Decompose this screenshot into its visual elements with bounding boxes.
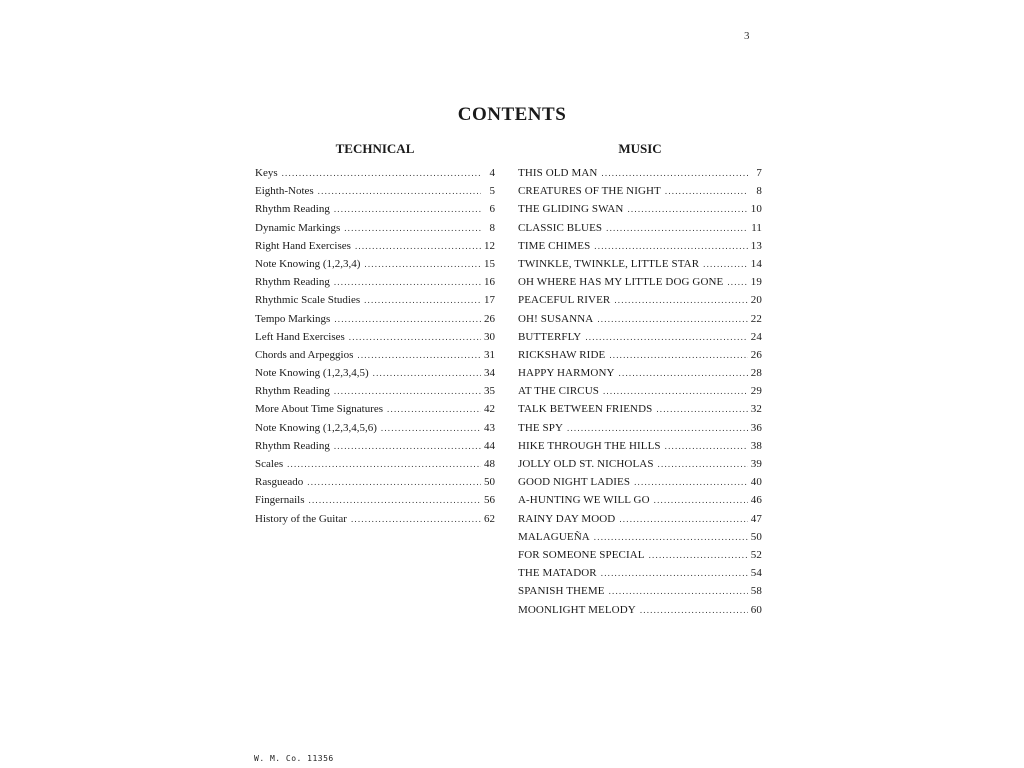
toc-entry-page: 30: [484, 330, 495, 343]
toc-entry-page: 26: [484, 312, 495, 325]
toc-entry-page: 60: [750, 603, 762, 616]
toc-entry-title: Rhythm Reading: [255, 203, 330, 216]
toc-entry-title: OH WHERE HAS MY LITTLE DOG GONE: [518, 276, 724, 289]
music-heading: MUSIC: [618, 141, 662, 156]
toc-entry: [518, 328, 762, 346]
toc-entry-page: 8: [489, 221, 495, 234]
toc-entry: [518, 546, 762, 564]
toc-entry: [255, 437, 495, 455]
dot-leader: [357, 346, 481, 364]
toc-entry: [255, 164, 495, 182]
dot-leader: [594, 237, 748, 255]
toc-entry-page: 17: [484, 294, 495, 307]
toc-entry: [518, 164, 762, 182]
toc-entry-title: Tempo Markings: [255, 312, 331, 325]
dot-leader: [594, 528, 748, 546]
toc-entry: [518, 419, 762, 437]
dot-leader: [387, 400, 481, 418]
toc-entry: [518, 200, 762, 218]
dot-leader: [585, 328, 748, 346]
toc-entry-page: 5: [489, 185, 495, 198]
toc-entry-title: Rhythm Reading: [255, 439, 330, 452]
toc-entry-title: OH! SUSANNA: [518, 312, 594, 325]
toc-entry-title: CLASSIC BLUES: [518, 221, 603, 234]
toc-entry-title: HIKE THROUGH THE HILLS: [518, 439, 661, 452]
toc-entry-title: TIME CHIMES: [518, 239, 591, 252]
dot-leader: [282, 164, 481, 182]
dot-leader: [627, 200, 748, 218]
toc-entry-title: PEACEFUL RIVER: [518, 294, 611, 307]
dot-leader: [606, 219, 748, 237]
toc-entry-title: CREATURES OF THE NIGHT: [518, 185, 661, 198]
toc-entry: [255, 400, 495, 418]
toc-entry-page: 7: [756, 167, 762, 179]
dot-leader: [334, 200, 481, 218]
toc-entry: [255, 200, 495, 218]
toc-entry-title: JOLLY OLD ST. NICHOLAS: [518, 458, 654, 470]
dot-leader: [654, 491, 748, 509]
toc-entry: [255, 346, 495, 364]
toc-entry-page: 50: [484, 476, 495, 489]
toc-entry-page: 34: [484, 367, 495, 380]
toc-entry-page: 10: [750, 203, 762, 216]
toc-entry-title: THE MATADOR: [518, 567, 597, 580]
toc-entry: [518, 255, 762, 273]
toc-entry: [255, 491, 495, 509]
toc-entry-page: 40: [750, 476, 762, 489]
dot-leader: [334, 437, 481, 455]
music-column: [518, 140, 762, 619]
toc-entry: [518, 364, 762, 382]
toc-entry: [518, 582, 762, 600]
toc-entry-title: TALK BETWEEN FRIENDS: [518, 403, 653, 416]
dot-leader: [640, 601, 748, 619]
toc-entry-title: More About Time Signatures: [255, 403, 384, 416]
dot-leader: [364, 291, 481, 309]
dot-leader: [307, 473, 481, 491]
toc-entry-title: MALAGUEÑA: [518, 530, 590, 543]
dot-leader: [597, 310, 748, 328]
toc-entry: [255, 291, 495, 309]
toc-entry-page: 39: [750, 458, 762, 470]
toc-entry-title: TWINKLE, TWINKLE, LITTLE STAR: [518, 257, 700, 270]
dot-leader: [603, 382, 748, 400]
toc-entry: [518, 346, 762, 364]
toc-entry-title: History of the Guitar: [255, 512, 347, 525]
dot-leader: [727, 273, 748, 291]
toc-entry: [255, 328, 495, 346]
toc-entry: [518, 291, 762, 309]
toc-entry: [518, 510, 762, 528]
toc-entry: [518, 564, 762, 582]
technical-column: [255, 140, 495, 528]
toc-entry: [518, 437, 762, 455]
toc-entry: [255, 419, 495, 437]
dot-leader: [309, 491, 482, 509]
toc-entry: [518, 310, 762, 328]
toc-entry: [518, 219, 762, 237]
toc-entry-title: RAINY DAY MOOD: [518, 512, 616, 525]
toc-entry: [518, 382, 762, 400]
toc-entry-title: RICKSHAW RIDE: [518, 348, 606, 361]
toc-entry-title: THIS OLD MAN: [518, 167, 598, 179]
toc-entry: [255, 510, 495, 528]
toc-entry-page: 20: [750, 294, 762, 307]
toc-entry: [518, 182, 762, 200]
toc-entry: [255, 382, 495, 400]
music-entries: [518, 164, 762, 619]
toc-entry-page: 38: [750, 439, 762, 452]
dot-leader: [344, 219, 481, 237]
toc-entry-title: Right Hand Exercises: [255, 239, 351, 252]
toc-entry-title: AT THE CIRCUS: [518, 385, 599, 398]
dot-leader: [601, 564, 748, 582]
toc-entry-page: 36: [750, 421, 762, 434]
toc-entry-page: 58: [750, 585, 762, 598]
dot-leader: [381, 419, 481, 437]
toc-entry-page: 48: [484, 458, 495, 470]
dot-leader: [334, 382, 481, 400]
toc-entry-title: Rhythm Reading: [255, 276, 330, 289]
dot-leader: [334, 310, 481, 328]
toc-entry-page: 62: [484, 512, 495, 525]
toc-entry: [518, 601, 762, 619]
toc-entry-page: 35: [484, 385, 495, 398]
toc-entry: [255, 255, 495, 273]
dot-leader: [609, 346, 748, 364]
toc-entry-title: Dynamic Markings: [255, 221, 341, 234]
toc-entry-page: 32: [750, 403, 762, 416]
toc-entry-page: 54: [750, 567, 762, 580]
dot-leader: [619, 364, 748, 382]
dot-leader: [614, 291, 748, 309]
toc-entry-page: 4: [489, 167, 495, 179]
toc-entry: [518, 473, 762, 491]
dot-leader: [619, 510, 748, 528]
dot-leader: [665, 182, 748, 200]
toc-entry: [255, 473, 495, 491]
dot-leader: [609, 582, 748, 600]
toc-entry-title: Note Knowing (1,2,3,4): [255, 257, 361, 270]
toc-entry-page: 28: [750, 367, 762, 380]
toc-entry-page: 42: [484, 403, 495, 416]
toc-entry: [518, 273, 762, 291]
toc-entry: [518, 528, 762, 546]
dot-leader: [649, 546, 748, 564]
toc-entry-page: 46: [750, 494, 762, 507]
toc-entry-page: 24: [750, 330, 762, 343]
toc-entry-title: Eighth-Notes: [255, 185, 314, 198]
toc-entry-page: 16: [484, 276, 495, 289]
toc-entry: [255, 455, 495, 473]
toc-entry: [255, 364, 495, 382]
technical-entries: [255, 164, 495, 528]
toc-entry: [255, 182, 495, 200]
toc-entry-title: Left Hand Exercises: [255, 330, 345, 343]
toc-entry-page: 26: [750, 348, 762, 361]
dot-leader: [364, 255, 481, 273]
toc-entry-title: FOR SOMEONE SPECIAL: [518, 548, 645, 561]
dot-leader: [634, 473, 748, 491]
toc-entry-page: 47: [750, 512, 762, 525]
publisher-footer: W. M. Co. 11356: [254, 754, 334, 763]
toc-entry-page: 22: [750, 312, 762, 325]
toc-entry-title: Scales: [255, 458, 284, 470]
toc-entry: [518, 491, 762, 509]
toc-entry-page: 8: [756, 185, 762, 198]
toc-entry-page: 15: [484, 257, 495, 270]
toc-entry-page: 19: [750, 276, 762, 289]
toc-entry: [255, 237, 495, 255]
dot-leader: [334, 273, 481, 291]
dot-leader: [351, 510, 481, 528]
toc-entry-title: Rhythm Reading: [255, 385, 330, 398]
dot-leader: [656, 400, 748, 418]
dot-leader: [601, 164, 748, 182]
toc-entry-page: 13: [750, 239, 762, 252]
toc-entry-title: Rhythmic Scale Studies: [255, 294, 361, 307]
dot-leader: [658, 455, 748, 473]
toc-entry-title: MOONLIGHT MELODY: [518, 603, 636, 616]
dot-leader: [373, 364, 481, 382]
toc-entry-title: Note Knowing (1,2,3,4,5,6): [255, 421, 377, 434]
toc-entry-page: 29: [750, 385, 762, 398]
dot-leader: [287, 455, 481, 473]
toc-entry-title: BUTTERFLY: [518, 330, 582, 343]
toc-entry-title: Note Knowing (1,2,3,4,5): [255, 367, 369, 380]
toc-entry-page: 50: [750, 530, 762, 543]
dot-leader: [567, 419, 748, 437]
toc-entry-page: 11: [751, 221, 762, 234]
dot-leader: [318, 182, 481, 200]
toc-entry-title: HAPPY HARMONY: [518, 367, 615, 380]
toc-entry: [518, 237, 762, 255]
toc-entry-title: A-HUNTING WE WILL GO: [518, 494, 650, 507]
dot-leader: [665, 437, 748, 455]
toc-entry-page: 43: [484, 421, 495, 434]
toc-entry-page: 31: [484, 348, 495, 361]
toc-entry-page: 12: [484, 239, 495, 252]
toc-entry-title: Rasgueado: [255, 476, 304, 489]
dot-leader: [355, 237, 481, 255]
toc-entry-page: 44: [484, 439, 495, 452]
toc-entry: [255, 273, 495, 291]
page-title: CONTENTS: [457, 104, 567, 125]
toc-entry: [255, 219, 495, 237]
toc-entry-title: SPANISH THEME: [518, 585, 605, 598]
toc-entry-title: Fingernails: [255, 494, 305, 507]
technical-heading: TECHNICAL: [335, 141, 415, 156]
toc-entry-page: 14: [750, 257, 762, 270]
toc-entry-title: GOOD NIGHT LADIES: [518, 476, 631, 489]
toc-entry-title: THE GLIDING SWAN: [518, 203, 624, 216]
page-number: 3: [744, 30, 750, 42]
toc-entry: [518, 400, 762, 418]
dot-leader: [349, 328, 481, 346]
toc-entry: [255, 310, 495, 328]
toc-entry-title: Keys: [255, 167, 278, 179]
toc-entry-page: 56: [484, 494, 495, 507]
toc-entry-page: 52: [750, 548, 762, 561]
toc-entry-page: 6: [489, 203, 495, 216]
dot-leader: [703, 255, 748, 273]
toc-entry-title: Chords and Arpeggios: [255, 348, 354, 361]
toc-entry: [518, 455, 762, 473]
toc-entry-title: THE SPY: [518, 421, 564, 434]
